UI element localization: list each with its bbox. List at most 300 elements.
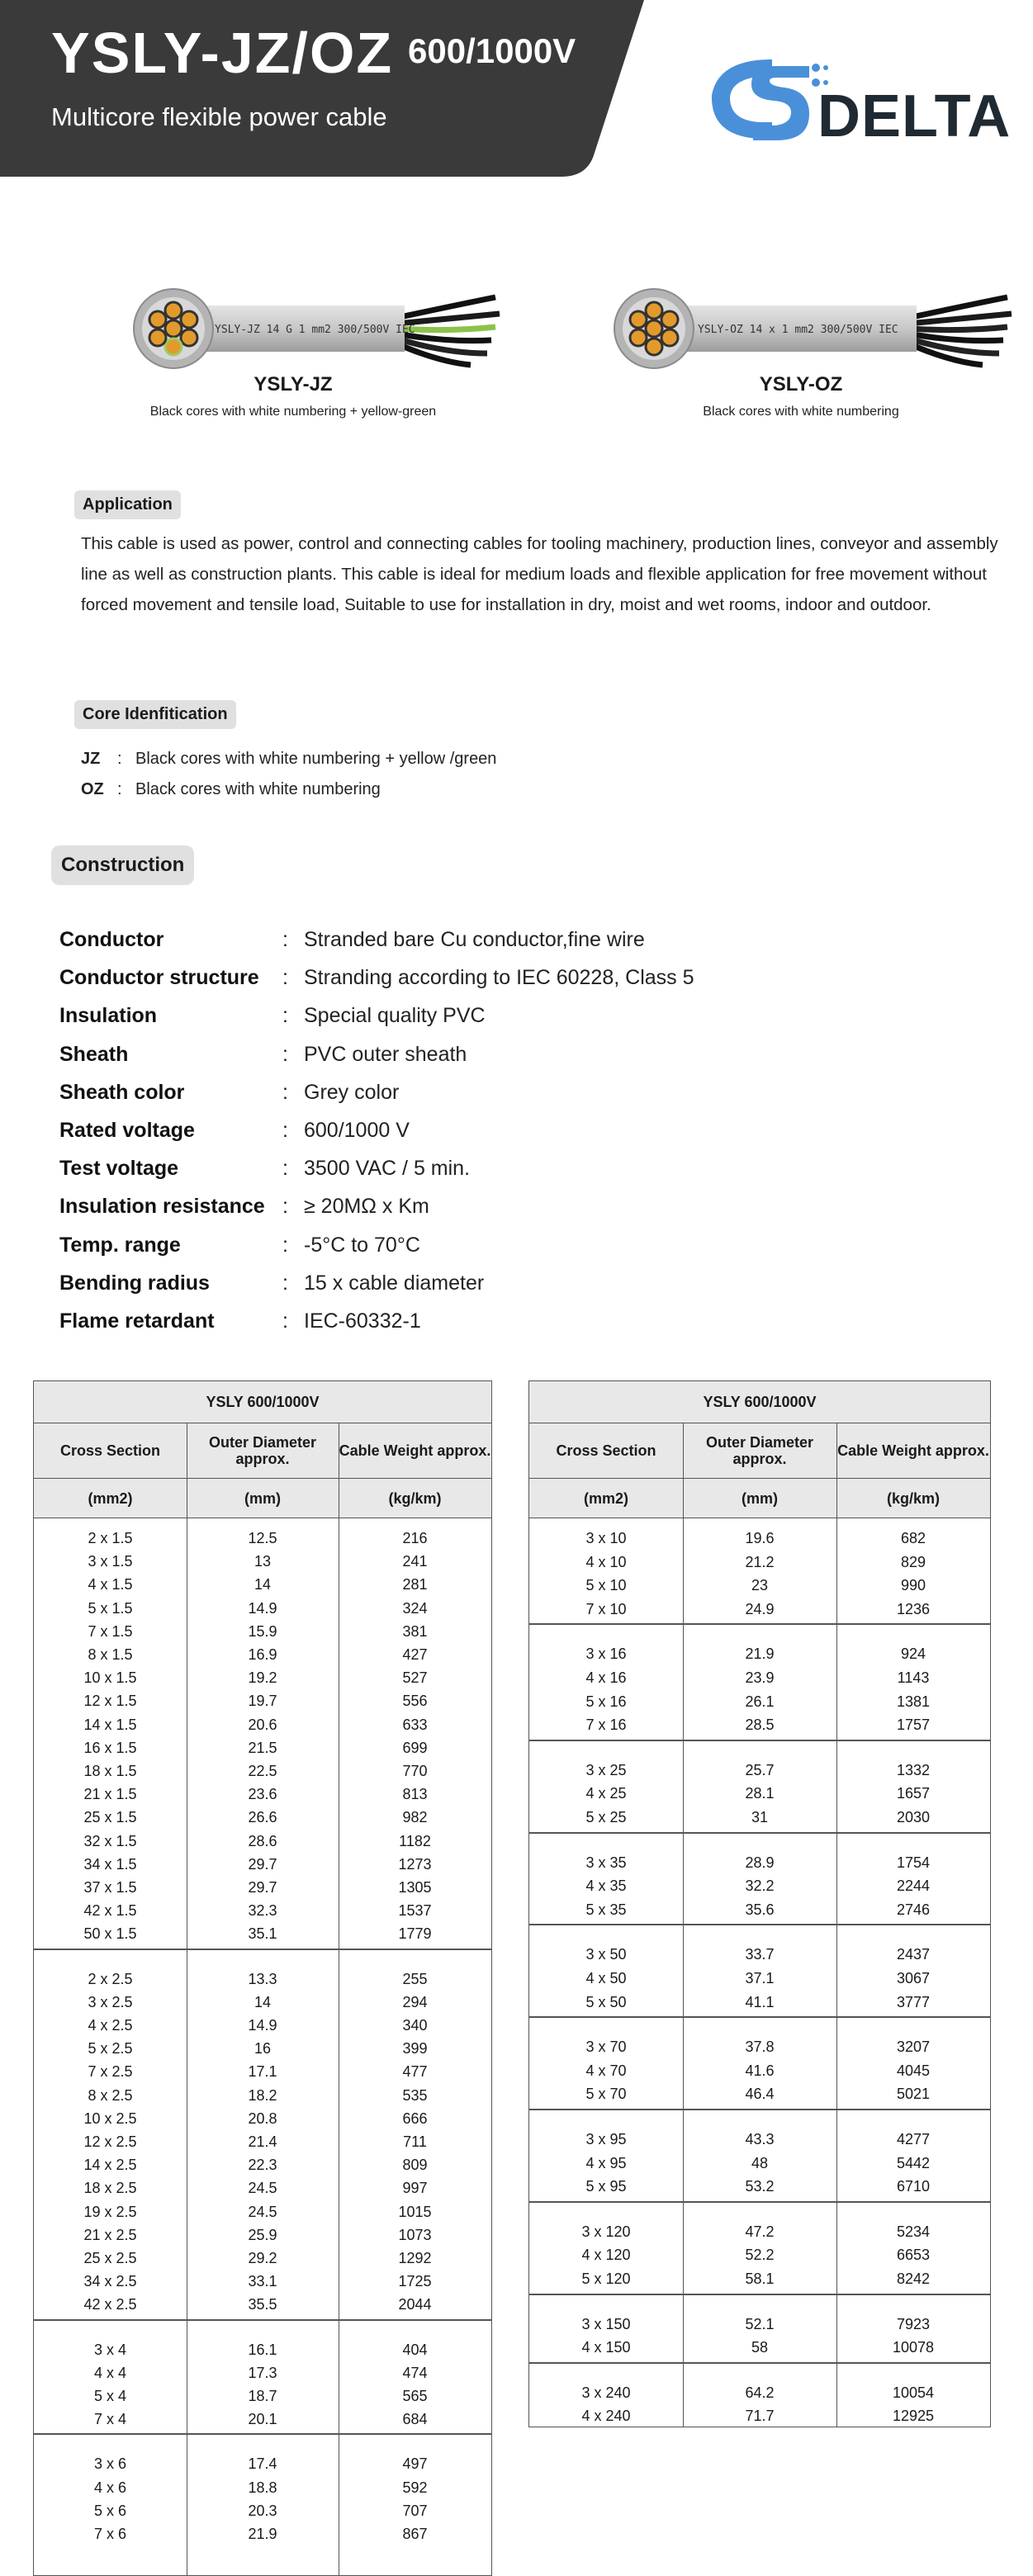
- spec-separator: :: [282, 1195, 288, 1219]
- table-cell: 43.3: [745, 2131, 775, 2147]
- table-cell: 809: [402, 2157, 428, 2174]
- spec-key: Flame retardant: [59, 1309, 215, 1333]
- table-cell: 3 x 2.5: [88, 1993, 133, 2010]
- table-cell: 3 x 95: [585, 2131, 627, 2147]
- table-cell: 5442: [896, 2154, 931, 2171]
- table-cell: 14.9: [248, 2017, 277, 2034]
- table-cell: 4045: [896, 2062, 931, 2079]
- product-name-jz: YSLY-JZ: [254, 373, 333, 395]
- table-cell: 3 x 240: [581, 2384, 631, 2401]
- table-cell: 20.6: [248, 1716, 277, 1733]
- spec-separator: :: [282, 1080, 288, 1104]
- column-unit: (mm): [187, 1479, 339, 1518]
- application-text: This cable is used as power, control and connecting cables for tooling machinery, production lines, conveyor and assembly line as well as construction plants. This cable is ideal for medium loads and flexible application for free movement without forced movement and tensile load, Suitable to use for installation in dry, moist and wet rooms, indoor and outdoor.: [81, 534, 998, 614]
- cable-jz-illustration-icon: [83, 272, 512, 372]
- table-cell: 1143: [897, 1669, 930, 1686]
- table-cell: 556: [402, 1693, 428, 1710]
- table-cell: 4 x 2.5: [88, 2017, 133, 2034]
- table-cell: 18 x 1.5: [83, 1763, 137, 1779]
- table-cell: 4 x 4: [93, 2364, 127, 2381]
- group-divider: [529, 2294, 990, 2295]
- spec-value: Grey color: [304, 1080, 400, 1104]
- table-cell: 15.9: [248, 1622, 277, 1640]
- group-divider: [529, 2201, 990, 2203]
- table-cell: 24.5: [248, 2180, 277, 2197]
- table-cell: 16 x 1.5: [83, 1739, 137, 1756]
- table-cell: 16.9: [248, 1646, 277, 1663]
- table-cell: 21 x 2.5: [83, 2226, 137, 2243]
- column-header: [683, 1423, 836, 1479]
- spec-value: Stranding according to IEC 60228, Class 5: [304, 966, 694, 990]
- table-cell: 1779: [398, 1925, 432, 1943]
- table-cell: 4 x 35: [585, 1878, 627, 1895]
- spec-key: Sheath: [59, 1042, 129, 1066]
- spec-key: Temp. range: [59, 1233, 181, 1257]
- table-cell: 4 x 1.5: [88, 1576, 133, 1593]
- column-header: [34, 1423, 187, 1479]
- table-cell: 3 x 150: [581, 2315, 631, 2332]
- core-text: Black cores with white numbering + yellow /green: [135, 750, 497, 768]
- product-desc-oz: Black cores with white numbering: [703, 405, 899, 419]
- table-cell: 35.6: [745, 1901, 775, 1918]
- table-cell: 10054: [892, 2384, 935, 2401]
- table-cell: 1754: [896, 1854, 931, 1871]
- table-cell: 26.1: [745, 1693, 775, 1710]
- construction-row: [59, 1234, 968, 1262]
- spec-key: Conductor: [59, 928, 164, 951]
- table-cell: 3 x 6: [93, 2455, 127, 2473]
- cable-oz-illustration-icon: [595, 272, 1024, 372]
- table-cell: 2030: [896, 1809, 931, 1825]
- group-divider: [529, 1740, 990, 1741]
- construction-row: [59, 928, 968, 956]
- table-cell: 28.1: [745, 1785, 775, 1802]
- table-cell: 37.8: [745, 2039, 775, 2056]
- spec-separator: :: [282, 966, 288, 990]
- table-cell: 3067: [896, 1970, 931, 1986]
- table-cell: 6710: [896, 2178, 931, 2195]
- table-cell: 633: [402, 1716, 428, 1733]
- construction-row: [59, 1119, 968, 1147]
- table-cell: 7 x 10: [585, 1600, 627, 1617]
- table-cell: 3 x 50: [585, 1946, 627, 1963]
- table-cell: 5 x 95: [585, 2178, 627, 2195]
- table-cell: 41.1: [745, 1993, 775, 2010]
- table-cell: 7923: [896, 2315, 931, 2332]
- table-cell: 53.2: [745, 2178, 775, 2195]
- product-ysly-oz: [595, 272, 1024, 438]
- table-cell: 990: [900, 1577, 926, 1594]
- spec-key: Test voltage: [59, 1157, 179, 1181]
- table-cell: 24.9: [745, 1600, 775, 1617]
- table-cell: 18.2: [248, 2086, 277, 2104]
- table-cell: 1292: [398, 2250, 432, 2266]
- table-cell: 829: [900, 1553, 926, 1570]
- table-cell: 14 x 2.5: [83, 2157, 137, 2174]
- spec-separator: :: [282, 1271, 288, 1295]
- spec-key: Bending radius: [59, 1271, 210, 1295]
- table-cell: 21 x 1.5: [83, 1786, 137, 1803]
- table-cell: 5 x 6: [93, 2502, 127, 2519]
- table-cell: 5021: [896, 2086, 931, 2103]
- table-cell: 14: [254, 1993, 272, 2010]
- table-cell: 427: [402, 1646, 428, 1663]
- table-cell: 497: [402, 2455, 428, 2473]
- table-cell: 19.6: [745, 1530, 775, 1546]
- table-cell: 34 x 2.5: [83, 2273, 137, 2290]
- spec-separator: :: [282, 1119, 288, 1142]
- table-cell: 4 x 50: [585, 1970, 627, 1986]
- table-cell: 35.1: [248, 1925, 277, 1943]
- table-cell: 52.1: [745, 2315, 775, 2332]
- spec-value: 15 x cable diameter: [304, 1271, 485, 1295]
- spec-separator: :: [282, 1233, 288, 1257]
- table-cell: 1725: [398, 2273, 432, 2290]
- table-cell: 41.6: [745, 2062, 775, 2079]
- spec-value: IEC-60332-1: [304, 1309, 421, 1333]
- table-cell: 25 x 2.5: [83, 2250, 137, 2266]
- table-cell: 477: [402, 2063, 428, 2081]
- construction-row: [59, 1004, 968, 1032]
- spec-separator: :: [282, 1042, 288, 1066]
- table-cell: 1305: [398, 1879, 432, 1896]
- table-cell: 10 x 2.5: [83, 2110, 137, 2127]
- table-cell: 4 x 70: [585, 2062, 627, 2079]
- table-cell: 324: [402, 1599, 428, 1617]
- product-desc-jz: Black cores with white numbering + yellow-green: [149, 405, 437, 419]
- table-cell: 12.5: [248, 1530, 277, 1546]
- table-cell: 3777: [896, 1993, 931, 2010]
- group-divider: [529, 1924, 990, 1925]
- table-cell: 17.4: [248, 2455, 277, 2473]
- column-header-label: Cable Weight approx.: [837, 1442, 989, 1459]
- table-cell: 18.7: [248, 2388, 277, 2404]
- company-logo: [694, 50, 1024, 157]
- table-cell: 813: [402, 1786, 428, 1803]
- table-cell: 23.9: [745, 1669, 775, 1686]
- table-cell: 2746: [896, 1901, 931, 1918]
- group-divider: [529, 2109, 990, 2110]
- table-cell: 707: [402, 2502, 428, 2519]
- table-cell: 18.8: [248, 2479, 277, 2496]
- table-cell: 281: [402, 1576, 428, 1593]
- table-cell: 21.5: [248, 1739, 277, 1756]
- table-cell: 42 x 1.5: [83, 1902, 137, 1920]
- header-banner: [0, 0, 644, 177]
- table-cell: 21.2: [745, 1553, 775, 1570]
- construction-row: [59, 1195, 968, 1223]
- table-cell: 3 x 120: [581, 2223, 631, 2240]
- column-unit: (kg/km): [836, 1479, 990, 1518]
- table-cell: 7 x 4: [93, 2411, 127, 2428]
- group-divider: [529, 2362, 990, 2364]
- spec-table-right: [528, 1380, 991, 2427]
- table-cell: 3 x 70: [585, 2039, 627, 2056]
- table-cell: 565: [402, 2388, 428, 2404]
- table-cell: 29.2: [248, 2250, 277, 2266]
- table-cell: 2 x 1.5: [88, 1530, 133, 1546]
- table-cell: 64.2: [745, 2384, 775, 2401]
- table-cell: 340: [402, 2017, 428, 2034]
- table-cell: 8 x 1.5: [88, 1646, 133, 1663]
- table-cell: 255: [402, 1970, 428, 1987]
- table-cell: 527: [402, 1669, 428, 1687]
- application-label: Application: [74, 490, 181, 519]
- page-title: YSLY-JZ/OZ: [51, 21, 394, 85]
- table-cell: 32.2: [745, 1878, 775, 1895]
- table-cell: 37.1: [745, 1970, 775, 1986]
- table-cell: 535: [402, 2086, 428, 2104]
- column-header: [187, 1423, 339, 1479]
- construction-row: [59, 1081, 968, 1109]
- table-cell: 42 x 2.5: [83, 2296, 137, 2313]
- table-cell: 37 x 1.5: [83, 1879, 137, 1896]
- page-subtitle: Multicore flexible power cable: [51, 102, 387, 131]
- table-cell: 216: [402, 1530, 428, 1546]
- spec-key: Insulation: [59, 1004, 158, 1028]
- core-separator: :: [117, 750, 122, 768]
- core-identification-label: Core Idenfitication: [74, 700, 236, 729]
- voltage-rating: 600/1000V: [408, 31, 576, 70]
- table-cell: 13: [254, 1553, 272, 1570]
- group-divider: [529, 2016, 990, 2018]
- column-header: [339, 1423, 491, 1479]
- table-cell: 46.4: [745, 2086, 775, 2103]
- product-ysly-jz: [83, 272, 512, 438]
- table-cell: 17.3: [248, 2364, 277, 2381]
- construction-row: [59, 1271, 968, 1300]
- table-cell: 1236: [896, 1600, 931, 1617]
- spec-value: ≥ 20MΩ x Km: [304, 1195, 429, 1219]
- table-cell: 58.1: [745, 2271, 775, 2287]
- table-cell: 20.8: [248, 2110, 277, 2127]
- table-cell: 4 x 16: [585, 1669, 627, 1686]
- table-title: YSLY 600/1000V: [34, 1381, 491, 1423]
- construction-label: Construction: [51, 845, 194, 885]
- spec-key: Sheath color: [59, 1080, 185, 1104]
- group-divider: [529, 1832, 990, 1834]
- table-cell: 592: [402, 2479, 428, 2496]
- group-divider: [34, 1949, 491, 1950]
- table-cell: 13.3: [248, 1970, 277, 1987]
- table-cell: 3 x 35: [585, 1854, 627, 1871]
- table-cell: 4 x 240: [581, 2408, 631, 2425]
- table-cell: 19 x 2.5: [83, 2203, 137, 2220]
- table-cell: 22.5: [248, 1763, 277, 1779]
- table-cell: 12 x 2.5: [83, 2133, 137, 2150]
- table-cell: 10078: [892, 2339, 935, 2356]
- table-cell: 52.2: [745, 2247, 775, 2264]
- spec-key: Conductor structure: [59, 966, 259, 990]
- table-cell: 1381: [896, 1693, 931, 1710]
- table-cell: 28.9: [745, 1854, 775, 1871]
- table-cell: 1015: [398, 2203, 432, 2220]
- table-cell: 1537: [398, 1902, 432, 1920]
- table-cell: 21.9: [248, 2526, 277, 2542]
- table-cell: 2244: [896, 1878, 931, 1895]
- table-cell: 2044: [398, 2296, 432, 2313]
- table-cell: 29.7: [248, 1879, 277, 1896]
- table-cell: 404: [402, 2341, 428, 2358]
- construction-row: [59, 1309, 968, 1338]
- table-cell: 17.1: [248, 2063, 277, 2081]
- table-cell: 34 x 1.5: [83, 1855, 137, 1873]
- table-cell: 1757: [896, 1717, 931, 1734]
- core-row-oz: [81, 780, 381, 799]
- logo-text: DELTA: [817, 83, 1012, 149]
- table-cell: 4 x 120: [581, 2247, 631, 2264]
- table-cell: 23: [751, 1577, 769, 1594]
- group-divider: [34, 2319, 491, 2321]
- table-cell: 982: [402, 1809, 428, 1826]
- table-cell: 4 x 10: [585, 1553, 627, 1570]
- core-text: Black cores with white numbering: [135, 780, 381, 798]
- table-cell: 3 x 10: [585, 1530, 627, 1546]
- table-cell: 23.6: [248, 1786, 277, 1803]
- group-divider: [34, 2433, 491, 2435]
- core-separator: :: [117, 780, 122, 798]
- table-cell: 399: [402, 2040, 428, 2057]
- spec-value: 3500 VAC / 5 min.: [304, 1157, 471, 1181]
- table-cell: 21.4: [248, 2133, 277, 2150]
- table-cell: 3 x 1.5: [88, 1553, 133, 1570]
- table-cell: 14.9: [248, 1599, 277, 1617]
- table-title: YSLY 600/1000V: [529, 1381, 990, 1423]
- table-cell: 50 x 1.5: [83, 1925, 137, 1943]
- table-cell: 3 x 4: [93, 2341, 127, 2358]
- table-cell: 28.5: [745, 1717, 775, 1734]
- table-cell: 474: [402, 2364, 428, 2381]
- table-cell: 2 x 2.5: [88, 1970, 133, 1987]
- table-cell: 25.7: [745, 1761, 775, 1778]
- table-cell: 25 x 1.5: [83, 1809, 137, 1826]
- table-cell: 28.6: [248, 1832, 277, 1849]
- table-cell: 4277: [896, 2131, 931, 2147]
- column-unit: (mm2): [34, 1479, 187, 1518]
- construction-row: [59, 1043, 968, 1071]
- table-cell: 4 x 6: [93, 2479, 127, 2496]
- spec-key: Insulation resistance: [59, 1195, 265, 1219]
- table-cell: 22.3: [248, 2157, 277, 2174]
- table-cell: 1073: [398, 2226, 432, 2243]
- spec-value: Special quality PVC: [304, 1004, 486, 1028]
- column-header-label: Outer Diameter approx.: [208, 1434, 317, 1467]
- table-cell: 5 x 35: [585, 1901, 627, 1918]
- table-cell: 32.3: [248, 1902, 277, 1920]
- spec-separator: :: [282, 1157, 288, 1181]
- column-unit: (kg/km): [339, 1479, 491, 1518]
- table-cell: 33.1: [248, 2273, 277, 2290]
- core-code: OZ: [81, 780, 104, 798]
- table-cell: 21.9: [745, 1646, 775, 1663]
- svg-text:YSLY-OZ 14 x 1 mm2 300/500V: YSLY-OZ 14 x 1 mm2 300/500V IEC: [698, 324, 898, 336]
- table-cell: 8242: [896, 2271, 931, 2287]
- table-cell: 1273: [398, 1855, 432, 1873]
- table-cell: 25.9: [248, 2226, 277, 2243]
- construction-row: [59, 1157, 968, 1185]
- spec-value: 600/1000 V: [304, 1119, 410, 1142]
- table-cell: 16: [254, 2040, 272, 2057]
- table-cell: 381: [402, 1622, 428, 1640]
- table-cell: 3 x 16: [585, 1646, 627, 1663]
- table-cell: 35.5: [248, 2296, 277, 2313]
- column-header-label: Cross Section: [556, 1442, 656, 1459]
- table-cell: 19.2: [248, 1669, 277, 1687]
- table-cell: 7 x 16: [585, 1717, 627, 1734]
- table-cell: 19.7: [248, 1693, 277, 1710]
- construction-row: [59, 966, 968, 994]
- table-cell: 12 x 1.5: [83, 1693, 137, 1710]
- table-cell: 6653: [896, 2247, 931, 2264]
- table-cell: 7 x 6: [93, 2526, 127, 2542]
- table-cell: 14 x 1.5: [83, 1716, 137, 1733]
- table-cell: 5 x 70: [585, 2086, 627, 2103]
- table-cell: 666: [402, 2110, 428, 2127]
- table-cell: 5 x 25: [585, 1809, 627, 1825]
- table-cell: 1332: [896, 1761, 931, 1778]
- table-cell: 1182: [399, 1832, 431, 1849]
- table-cell: 47.2: [745, 2223, 775, 2240]
- table-cell: 241: [402, 1553, 428, 1570]
- table-cell: 26.6: [248, 1809, 277, 1826]
- spec-value: -5°C to 70°C: [304, 1233, 420, 1257]
- table-cell: 997: [402, 2180, 428, 2197]
- spec-value: Stranded bare Cu conductor,fine wire: [304, 928, 645, 951]
- spec-value: PVC outer sheath: [304, 1042, 467, 1066]
- table-cell: 33.7: [745, 1946, 775, 1963]
- table-cell: 924: [900, 1646, 926, 1663]
- table-cell: 5 x 2.5: [88, 2040, 133, 2057]
- table-cell: 32 x 1.5: [83, 1832, 137, 1849]
- column-header: [836, 1423, 990, 1479]
- column-header: [529, 1423, 683, 1479]
- spec-separator: :: [282, 928, 288, 951]
- table-cell: 48: [751, 2154, 769, 2171]
- table-cell: 4 x 150: [581, 2339, 631, 2356]
- table-cell: 684: [402, 2411, 428, 2428]
- table-cell: 8 x 2.5: [88, 2086, 133, 2104]
- table-cell: 5 x 120: [581, 2271, 631, 2287]
- table-cell: 58: [751, 2339, 769, 2356]
- table-cell: 7 x 2.5: [88, 2063, 133, 2081]
- spec-separator: :: [282, 1004, 288, 1028]
- table-cell: 770: [402, 1763, 428, 1779]
- column-header-label: Cross Section: [59, 1442, 161, 1459]
- table-cell: 4 x 25: [585, 1785, 627, 1802]
- table-cell: 20.1: [248, 2411, 277, 2428]
- table-cell: 5234: [896, 2223, 931, 2240]
- table-cell: 682: [900, 1530, 926, 1546]
- table-cell: 31: [751, 1809, 769, 1825]
- column-unit: (mm2): [529, 1479, 683, 1518]
- svg-text:YSLY-JZ 14 G 1 mm2 300/500V: YSLY-JZ 14 G 1 mm2 300/500V IEC: [215, 324, 415, 336]
- table-cell: 3207: [896, 2039, 931, 2056]
- product-name-oz: YSLY-OZ: [759, 373, 843, 395]
- table-cell: 5 x 50: [585, 1993, 627, 2010]
- table-cell: 5 x 16: [585, 1693, 627, 1710]
- table-cell: 1657: [896, 1785, 931, 1802]
- table-cell: 24.5: [248, 2203, 277, 2220]
- table-cell: 29.7: [248, 1855, 277, 1873]
- table-cell: 867: [402, 2526, 428, 2542]
- table-cell: 12925: [892, 2408, 935, 2425]
- column-header-label: Outer Diameter approx.: [705, 1434, 814, 1467]
- column-unit: (mm): [683, 1479, 836, 1518]
- table-cell: 5 x 4: [93, 2388, 127, 2404]
- spec-key: Rated voltage: [59, 1119, 195, 1142]
- table-cell: 3 x 25: [585, 1761, 627, 1778]
- table-cell: 2437: [896, 1946, 931, 1963]
